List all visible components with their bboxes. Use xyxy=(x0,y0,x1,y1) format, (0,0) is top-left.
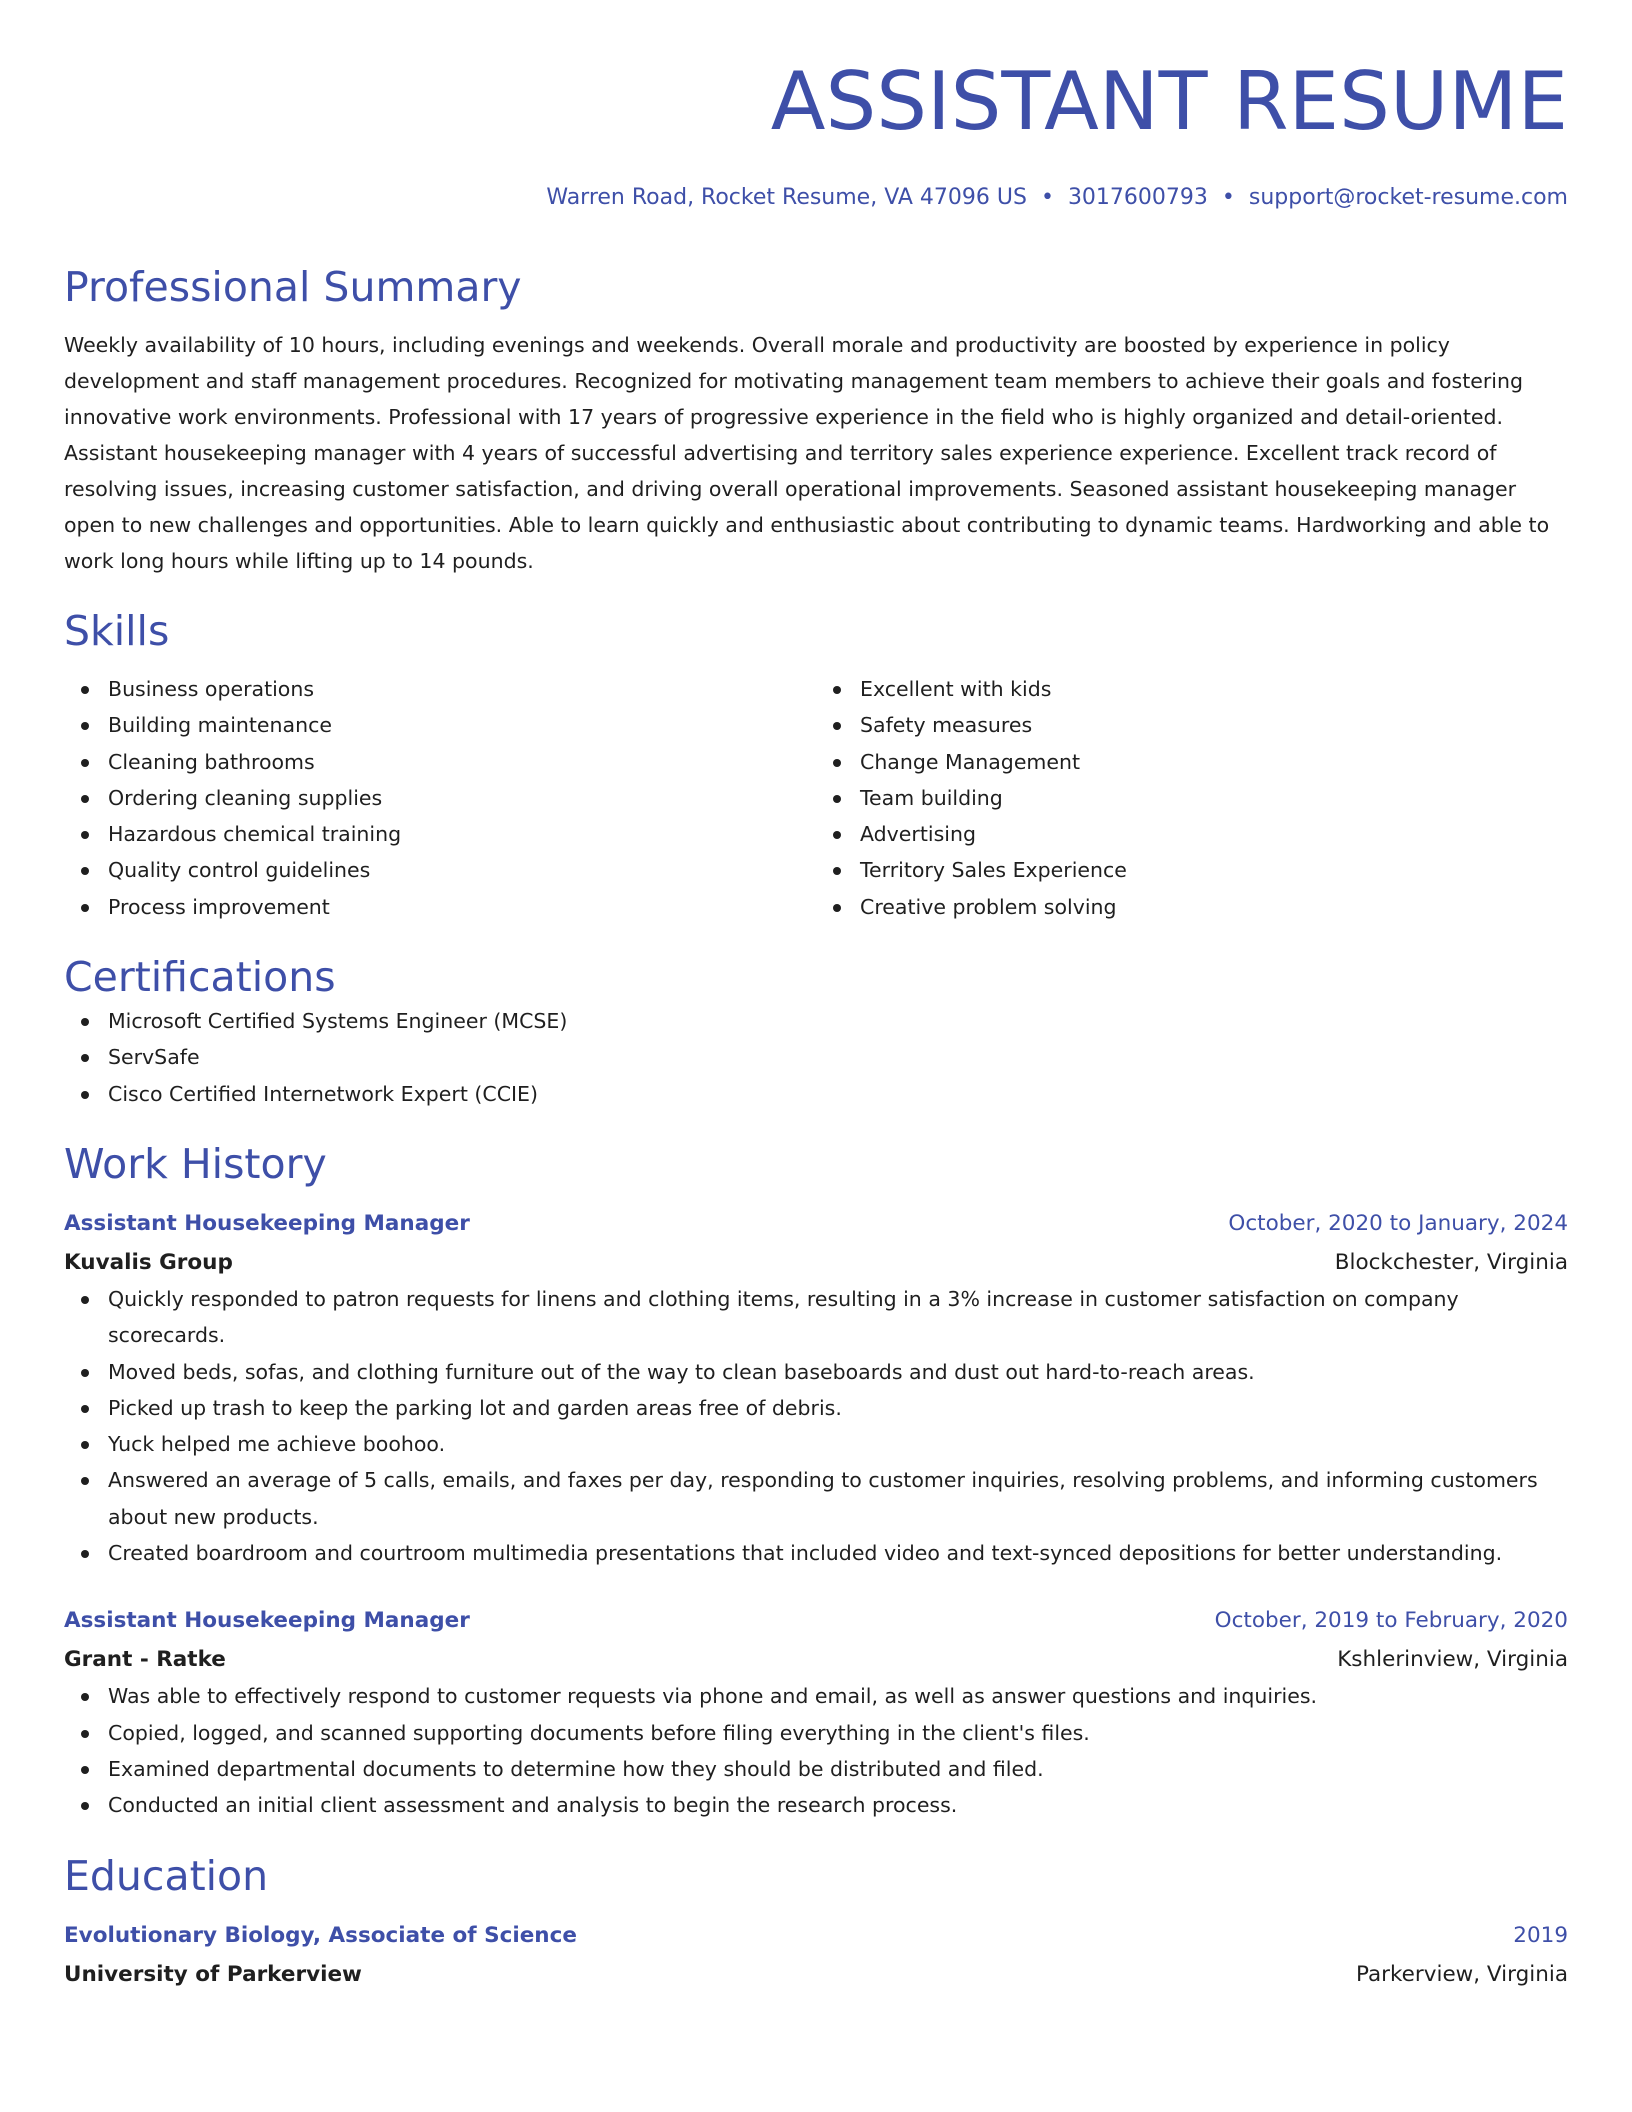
job-duties-list xyxy=(64,1678,1568,1823)
job-company: Grant - Ratke xyxy=(64,1647,226,1673)
skills-right-list xyxy=(816,671,1568,925)
job-dates: October, 2020 to January, 2024 xyxy=(1228,1210,1568,1236)
education-school-row xyxy=(64,1954,1568,1993)
resume-name: ASSISTANT RESUME xyxy=(770,55,1568,148)
job-company-row xyxy=(64,1639,1568,1678)
duty-item: Answered an average of 5 calls, emails, and faxes per day, responding to customer inquiries, resolving problems, and informing customers about new products. xyxy=(64,1462,1568,1535)
skill-item: Territory Sales Experience xyxy=(816,852,1568,888)
skill-item: Advertising xyxy=(816,816,1568,852)
skill-item: Hazardous chemical training xyxy=(64,816,816,852)
skills-heading: Skills xyxy=(64,607,170,655)
certification-item: Microsoft Certified Systems Engineer (MCSE) xyxy=(64,1003,1568,1039)
skill-item: Ordering cleaning supplies xyxy=(64,780,816,816)
skill-item: Building maintenance xyxy=(64,707,816,743)
skill-item: Excellent with kids xyxy=(816,671,1568,707)
skill-item: Creative problem solving xyxy=(816,889,1568,925)
job-dates: October, 2019 to February, 2020 xyxy=(1214,1608,1568,1634)
skills-left-list xyxy=(64,671,816,925)
duty-item: Picked up trash to keep the parking lot and garden areas free of debris. xyxy=(64,1390,1568,1426)
contact-line xyxy=(64,183,1568,213)
skill-item: Safety measures xyxy=(816,707,1568,743)
job-header-row xyxy=(64,1603,1568,1639)
contact-email: support@rocket-resume.com xyxy=(1248,185,1568,210)
summary-heading: Professional Summary xyxy=(64,263,522,311)
contact-address: Warren Road, Rocket Resume, VA 47096 US xyxy=(546,185,1027,210)
skill-item: Cleaning bathrooms xyxy=(64,744,816,780)
education-year: 2019 xyxy=(1513,1922,1568,1948)
certification-item: Cisco Certified Internetwork Expert (CCIE) xyxy=(64,1076,1568,1112)
education-header-row xyxy=(64,1918,1568,1954)
job-title: Assistant Housekeeping Manager xyxy=(64,1608,470,1634)
education-location: Parkerview, Virginia xyxy=(1355,1961,1568,1987)
education-school: University of Parkerview xyxy=(64,1961,362,1987)
contact-phone: 3017600793 xyxy=(1067,185,1208,210)
job-company-row xyxy=(64,1242,1568,1281)
skill-item: Team building xyxy=(816,780,1568,816)
work-history-heading: Work History xyxy=(64,1139,327,1188)
duty-item: Moved beds, sofas, and clothing furniture out of the way to clean baseboards and dust out hard-to-reach areas. xyxy=(64,1354,1568,1390)
skills-columns xyxy=(64,671,1568,925)
job-company: Kuvalis Group xyxy=(64,1249,233,1275)
separator-dot: • xyxy=(1040,185,1054,210)
duty-item: Quickly responded to patron requests for linens and clothing items, resulting in a 3% increase in customer satisfaction on company scorecards. xyxy=(64,1281,1568,1354)
education-degree: Evolutionary Biology, Associate of Science xyxy=(64,1922,577,1948)
summary-text: Weekly availability of 10 hours, including evenings and weekends. Overall morale and productivity are boosted by experience in policy development and staff management procedures. Recognized for motivating management team members to achieve their goals and fostering innovative work environments. Professional with 17 years of progressive experience in the field who is highly organized and detail-oriented. Assistant housekeeping manager with 4 years of successful advertising and territory sales experience experience. Excellent track record of resolving issues, increasing customer satisfaction, and driving overall operational improvements. Seasoned assistant housekeeping manager open to new challenges and opportunities. Able to learn quickly and enthusiastic about contributing to dynamic teams. Hardworking and able to work long hours while lifting up to 14 pounds. xyxy=(64,333,1550,573)
duty-item: Was able to effectively respond to customer requests via phone and email, as well as answer questions and inquiries. xyxy=(64,1678,1568,1714)
duty-item: Copied, logged, and scanned supporting documents before filing everything in the client's files. xyxy=(64,1715,1568,1751)
duty-item: Conducted an initial client assessment and analysis to begin the research process. xyxy=(64,1787,1568,1823)
skill-item: Quality control guidelines xyxy=(64,852,816,888)
job-entry xyxy=(64,1206,1568,1571)
separator-dot: • xyxy=(1221,185,1235,210)
duty-item: Created boardroom and courtroom multimedia presentations that included video and text-synced depositions for better understanding. xyxy=(64,1535,1568,1571)
skill-item: Change Management xyxy=(816,744,1568,780)
job-duties-list xyxy=(64,1281,1568,1571)
job-title: Assistant Housekeeping Manager xyxy=(64,1210,470,1236)
job-location: Kshlerinview, Virginia xyxy=(1337,1647,1568,1673)
skill-item: Business operations xyxy=(64,671,816,707)
skill-item: Process improvement xyxy=(64,889,816,925)
education-heading: Education xyxy=(64,1851,269,1900)
education-entry xyxy=(64,1918,1568,1993)
certifications-list xyxy=(64,1003,1568,1112)
certifications-heading: Certifications xyxy=(64,953,336,1002)
job-entry xyxy=(64,1603,1568,1823)
resume-header xyxy=(64,0,1568,213)
duty-item: Yuck helped me achieve boohoo. xyxy=(64,1426,1568,1462)
duty-item: Examined departmental documents to determine how they should be distributed and filed. xyxy=(64,1751,1568,1787)
job-location: Blockchester, Virginia xyxy=(1334,1249,1568,1275)
certification-item: ServSafe xyxy=(64,1039,1568,1075)
job-header-row xyxy=(64,1206,1568,1242)
